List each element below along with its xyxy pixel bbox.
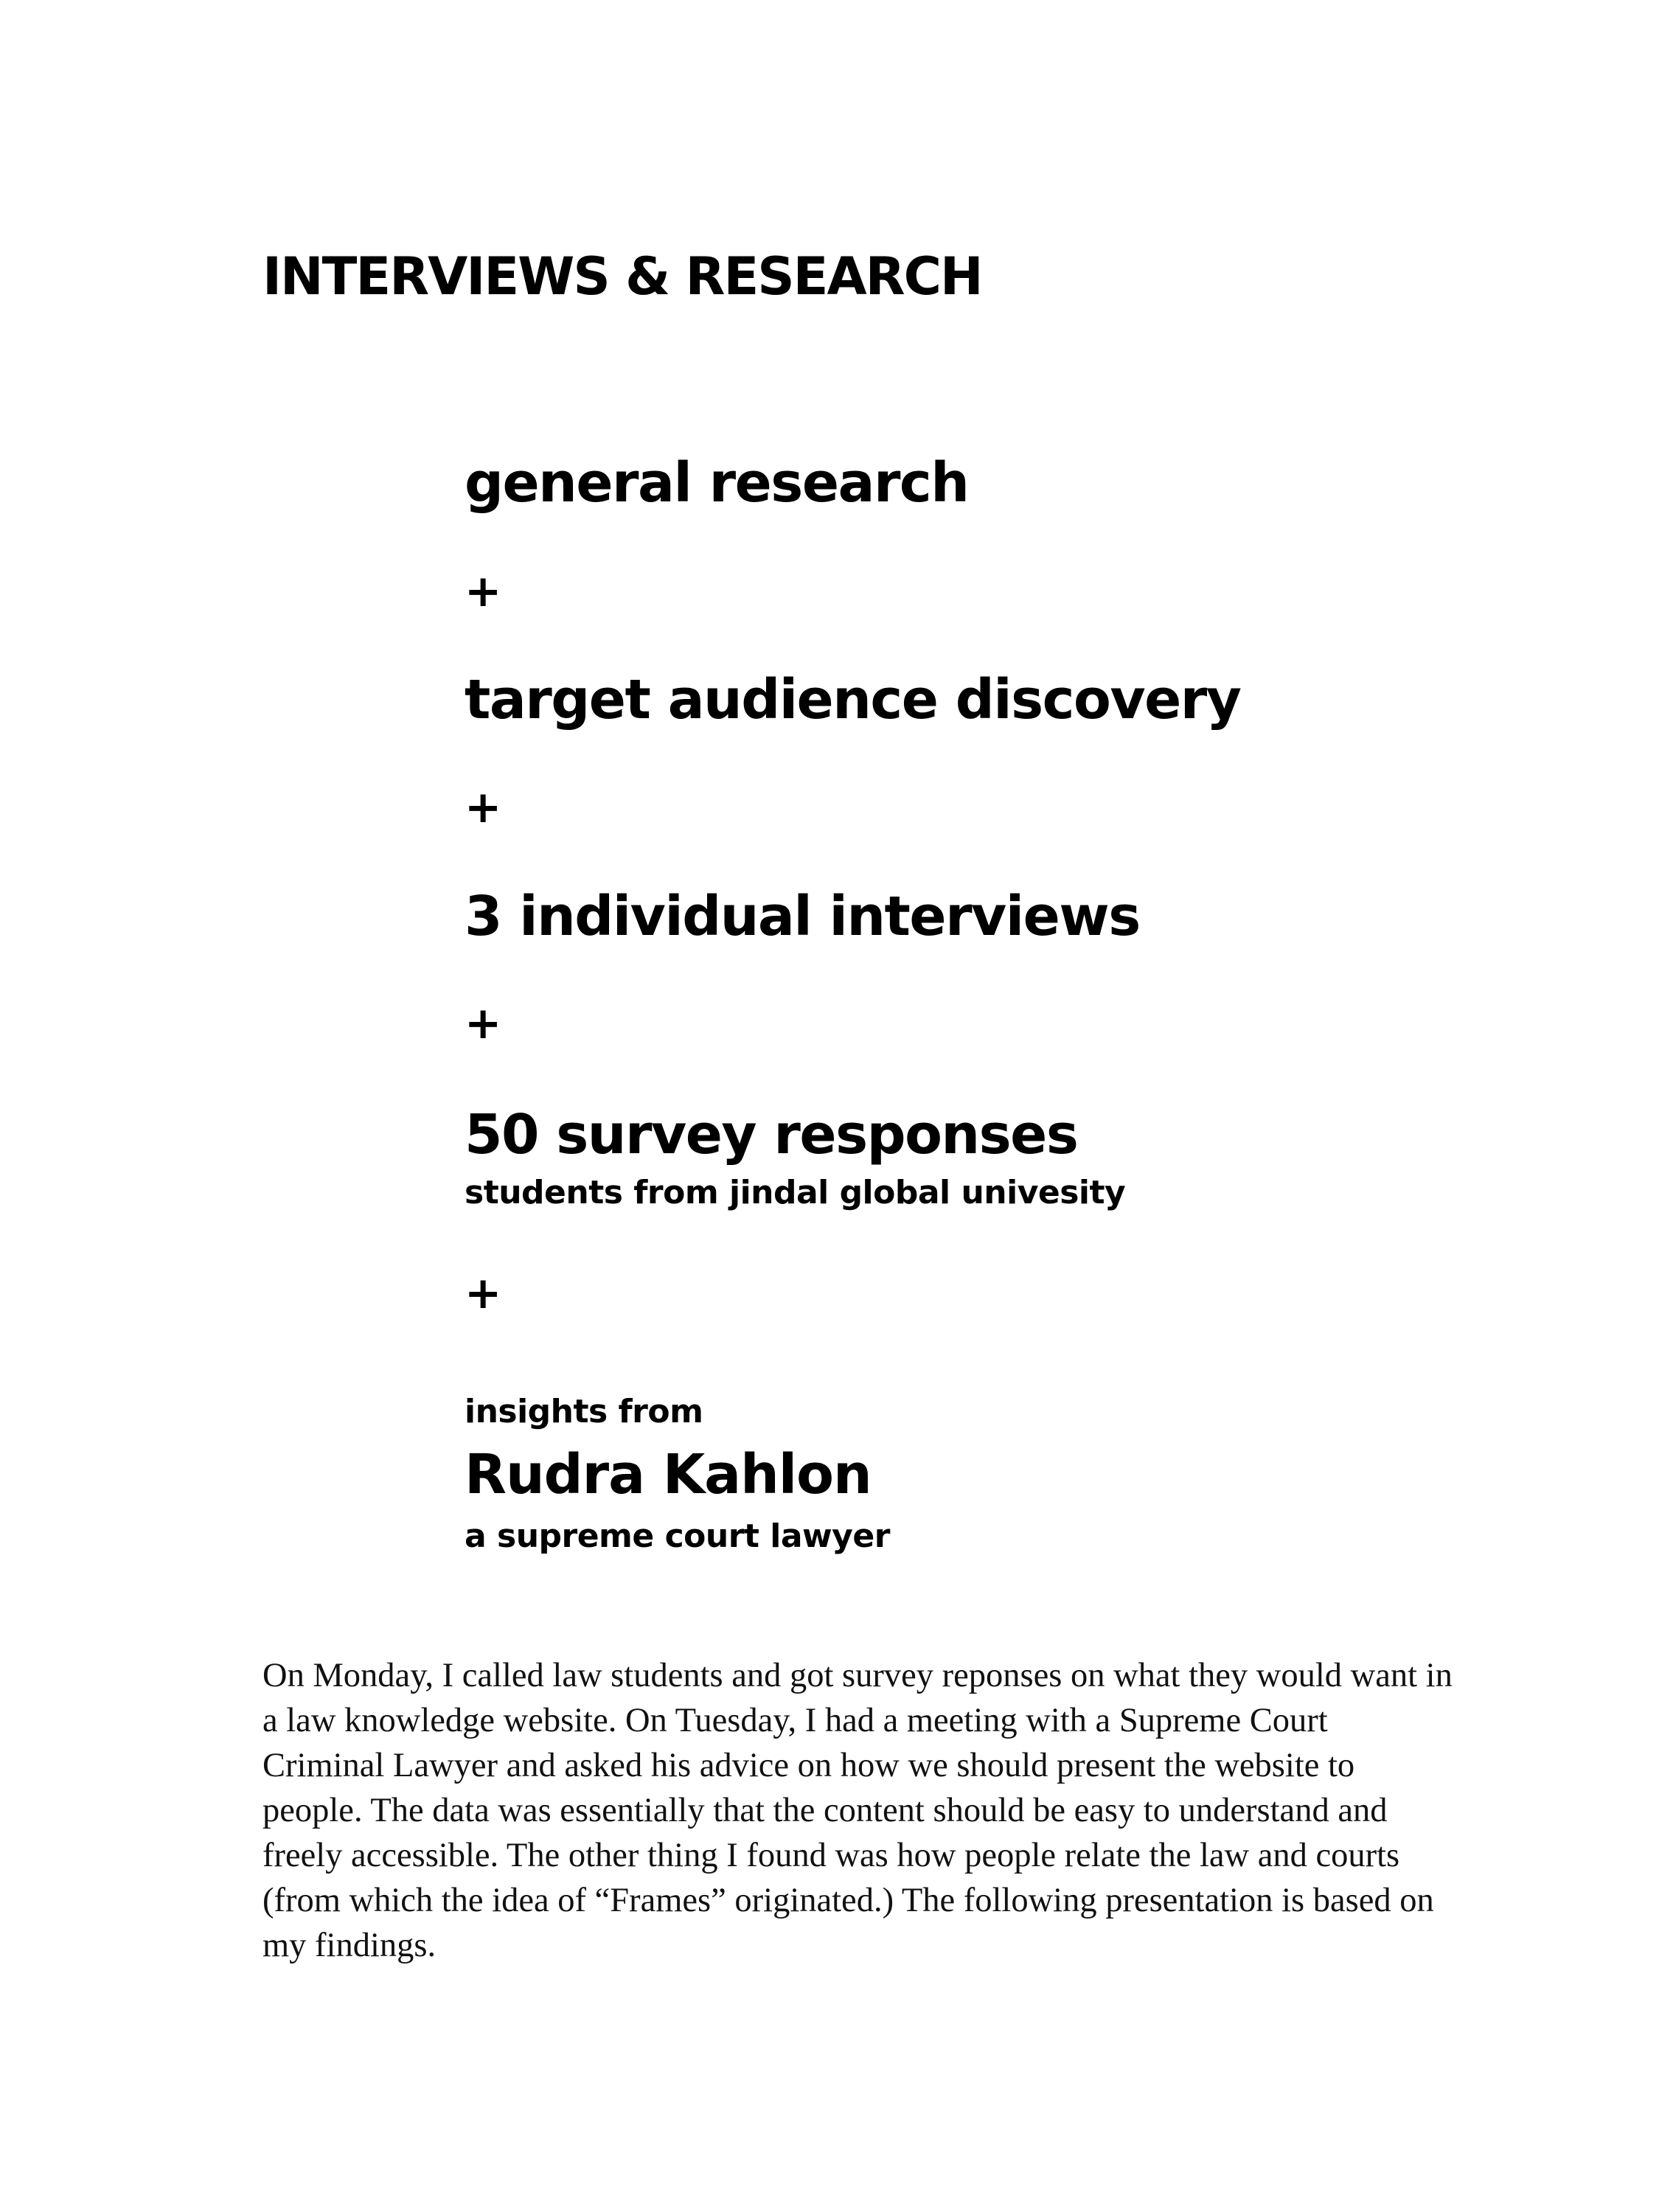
step-individual-interviews: 3 individual interviews [465,885,1140,948]
findings-paragraph: On Monday, I called law students and got survey reponses on what they would want in a law knowledge website. On Tuesday, I had a meeting with a Supreme Court Criminal Lawyer and asked his advice on how we should present the website to people. The data was essentially that the content should be easy to understand and freely accessible. The other thing I found was how people relate the law and courts (from which the idea of “Frames” originated.) The following presentation is based on my findings. [262,1657,1453,1964]
plus-separator: + [465,998,502,1049]
plus-separator: + [465,782,502,833]
step-target-audience-discovery: target audience discovery [465,668,1241,731]
lawyer-name: Rudra Kahlon [465,1443,872,1506]
survey-responses-subtitle: students from jindal global univesity [465,1174,1126,1211]
page-title: INTERVIEWS & RESEARCH [262,246,982,307]
lawyer-role: a supreme court lawyer [465,1517,890,1555]
plus-separator: + [465,566,502,617]
step-survey-responses: 50 survey responses [465,1103,1078,1166]
step-general-research: general research [465,451,969,515]
insights-intro: insights from [465,1393,703,1430]
plus-separator: + [465,1267,502,1319]
